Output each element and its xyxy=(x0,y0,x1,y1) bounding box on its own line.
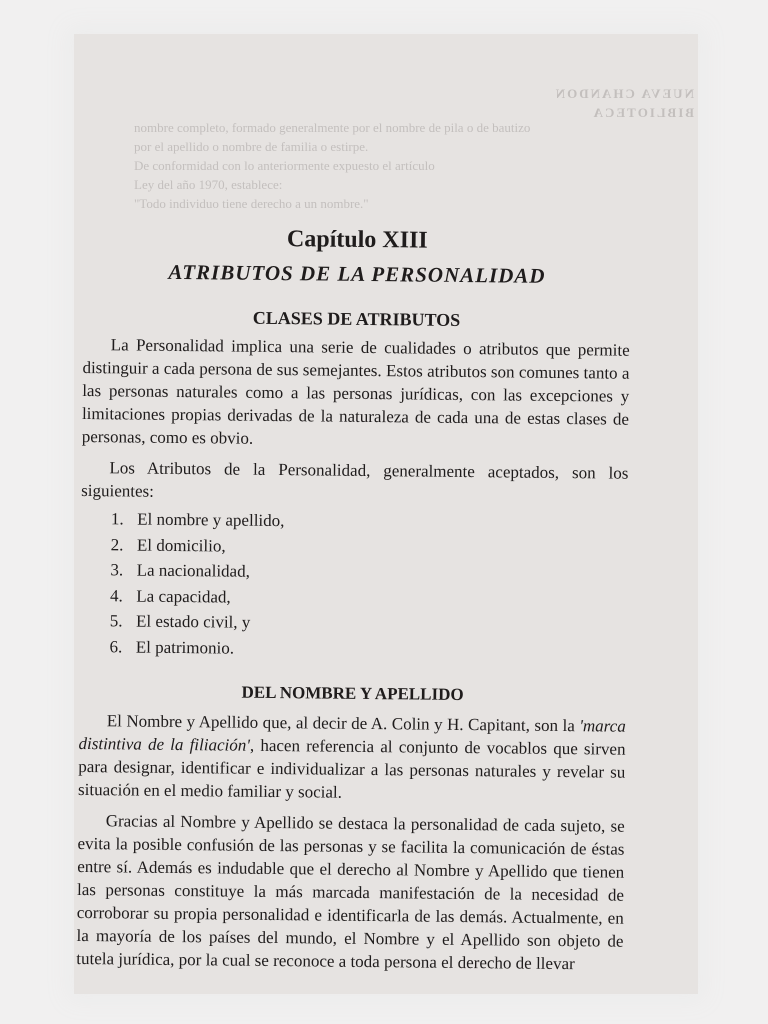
page-content xyxy=(76,224,631,976)
bleed-line: nombre completo, formado generalmente por el nombre de pila o de bautizo xyxy=(134,120,531,135)
list-text: El nombre y apellido, xyxy=(137,509,285,531)
text-run: El Nombre y Apellido que, al decir de A. Colin y H. Capitant, son la xyxy=(106,711,575,736)
book-page xyxy=(74,34,698,994)
list-number: 6. xyxy=(109,636,123,656)
list-text: El patrimonio. xyxy=(135,637,235,658)
list-number: 1. xyxy=(110,509,124,529)
bleed-line: Ley del año 1970, establece: xyxy=(134,177,283,192)
chapter-label: Capítulo XIII xyxy=(286,226,428,254)
bleed-through-text xyxy=(134,74,694,213)
section-heading-nombre: DEL NOMBRE Y APELLIDO xyxy=(241,682,464,705)
attributes-list xyxy=(109,506,628,664)
italic-quote: 'marca distintiva de la filiación' xyxy=(78,716,626,755)
list-item xyxy=(109,634,626,665)
chapter-title: ATRIBUTOS DE LA PERSONALIDAD xyxy=(168,259,546,288)
bleed-line: por el apellido o nombre de familia o estirpe. xyxy=(134,139,369,154)
text-run: , hacen referencia al conjunto de vocablos que sirven para designar, identificar e individualizar a las personas naturales y revelar su situación en el medio familiar y social. xyxy=(77,735,626,802)
paragraph-atributos-intro: Los Atributos de la Personalidad, generalmente aceptados, son los siguientes: xyxy=(81,458,629,501)
bleed-line: De conformidad con lo anteriormente expuesto el artículo xyxy=(134,158,435,173)
list-number: 3. xyxy=(110,560,124,580)
section-heading-clases: CLASES DE ATRIBUTOS xyxy=(252,307,461,330)
library-stamp: NUEVA CHANDON BIBLIOTECA xyxy=(553,86,694,120)
bleed-line: "Todo individuo tiene derecho a un nombre." xyxy=(134,196,369,211)
list-number: 2. xyxy=(110,534,124,554)
list-text: El estado civil, y xyxy=(135,611,251,632)
paragraph-personalidad: La Personalidad implica una serie de cualidades o atributos que permite distinguir a cada persona de sus semejantes. Estos atributos son comunes tanto a las personas naturales como a las personas jurídicas, con las excepciones y limitaciones propias derivadas de la naturaleza de cada una de estas clases de personas, como es obvio. xyxy=(81,335,630,448)
list-text: La capacidad, xyxy=(136,586,231,607)
list-number: 5. xyxy=(109,611,123,631)
list-text: El domicilio, xyxy=(136,535,226,556)
list-text: La nacionalidad, xyxy=(136,560,251,581)
list-number: 4. xyxy=(110,585,123,605)
paragraph-nombre-importancia: Gracias al Nombre y Apellido se destaca la personalidad de cada sujeto, se evita la posible confusión de las personas y se facilita la comunicación de éstas entre sí. Además es indudable que el derecho al Nombre y Apellido que tienen las personas constituye la más marcada manifestación de la necesidad de corroborar su propia personalidad e identificarla de las demás. Actualmente, en la mayoría de los países del mundo, el Nombre y el Apellido son objeto de tutela jurídica, por la cual se reconoce a toda persona el derecho de llevar xyxy=(76,811,625,974)
paragraph-nombre-definicion xyxy=(78,709,626,807)
